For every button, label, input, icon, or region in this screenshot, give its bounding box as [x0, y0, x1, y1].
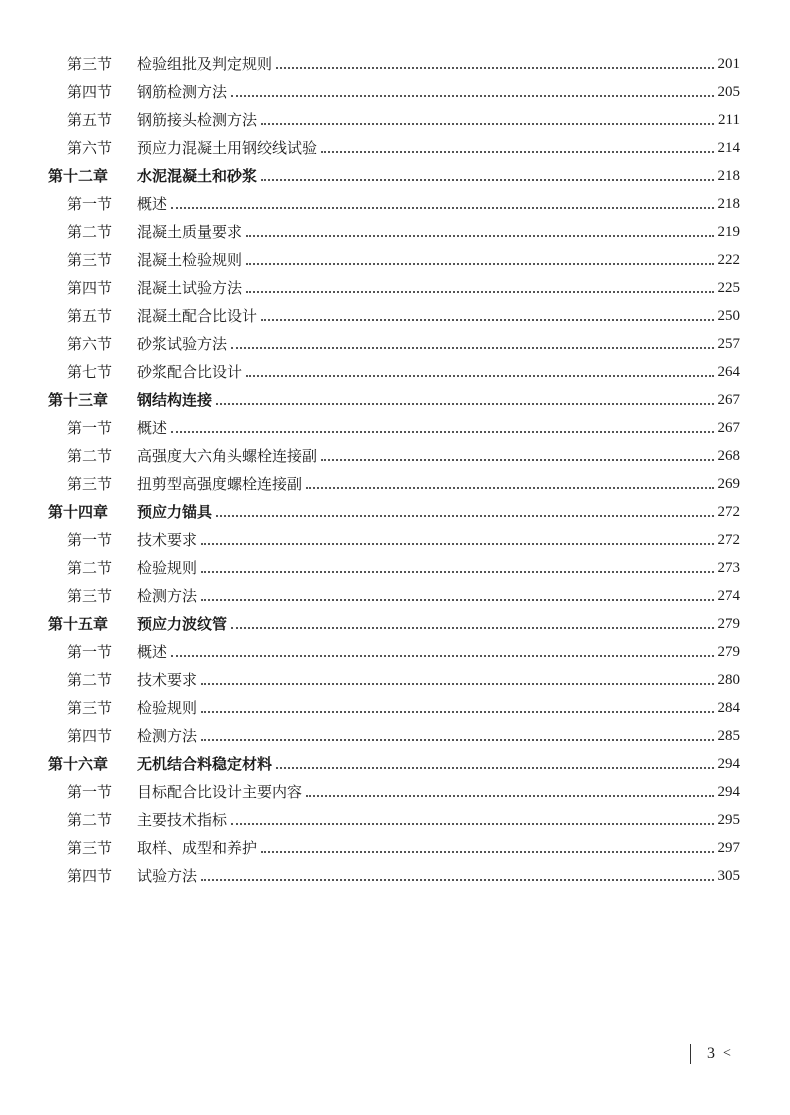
- toc-entry-page: 279: [717, 644, 740, 660]
- toc-entry-number: 第二节: [67, 559, 113, 577]
- dot-leader: [201, 542, 713, 545]
- toc-entry-title: 混凝土配合比设计: [137, 307, 258, 325]
- toc-entry-page: 305: [717, 868, 740, 884]
- toc-entry-number: 第十四章: [48, 503, 109, 521]
- toc-entry-title: 检验组批及判定规则: [137, 55, 273, 73]
- toc-section-row: [48, 46, 740, 74]
- dot-leader: [201, 598, 713, 601]
- toc-entry-title: 扭剪型高强度螺栓连接副: [137, 475, 303, 493]
- toc-entry-page: 257: [717, 336, 740, 352]
- toc-entry-number: 第十二章: [48, 167, 109, 185]
- toc-entry-title: 水泥混凝土和砂浆: [137, 167, 258, 185]
- toc-entry-number: 第十三章: [48, 391, 109, 409]
- page-number: 3: [707, 1045, 715, 1062]
- toc-entry-page: 222: [717, 252, 740, 268]
- toc-entry-number: 第三节: [67, 55, 113, 73]
- toc-entry-number: 第一节: [67, 195, 113, 213]
- toc-entry-page: 218: [717, 168, 740, 184]
- toc-section-row: [48, 298, 740, 326]
- toc-entry-page: 267: [717, 420, 740, 436]
- toc-entry-title: 技术要求: [137, 671, 198, 689]
- toc-entry-number: 第三节: [67, 699, 113, 717]
- toc-entry-page: 280: [717, 672, 740, 688]
- toc-chapter-row: [48, 746, 740, 774]
- toc-entry-number: 第六节: [67, 139, 113, 157]
- toc-entry-title: 混凝土质量要求: [137, 223, 243, 241]
- toc-entry-title: 砂浆配合比设计: [137, 363, 243, 381]
- dot-leader: [306, 486, 713, 489]
- toc-section-row: [48, 102, 740, 130]
- toc-section-row: [48, 214, 740, 242]
- dot-leader: [201, 738, 713, 741]
- toc-entry-title: 概述: [137, 643, 168, 661]
- dot-leader: [306, 794, 713, 797]
- dot-leader: [261, 318, 713, 321]
- dot-leader: [261, 178, 713, 181]
- toc-entry-title: 无机结合料稳定材料: [137, 755, 273, 773]
- toc-entry-page: 273: [717, 560, 740, 576]
- toc-entry-number: 第一节: [67, 531, 113, 549]
- toc-entry-number: 第四节: [67, 867, 113, 885]
- toc-entry-title: 主要技术指标: [137, 811, 228, 829]
- toc-entry-page: 294: [717, 784, 740, 800]
- toc-entry-number: 第一节: [67, 419, 113, 437]
- dot-leader: [201, 710, 713, 713]
- dot-leader: [246, 290, 713, 293]
- toc-entry-number: 第四节: [67, 727, 113, 745]
- toc-entry-number: 第二节: [67, 671, 113, 689]
- toc-entry-page: 284: [717, 700, 740, 716]
- toc-entry-title: 高强度大六角头螺栓连接副: [137, 447, 318, 465]
- toc-entry-page: 267: [717, 392, 740, 408]
- toc-entry-number: 第二节: [67, 811, 113, 829]
- toc-chapter-row: [48, 158, 740, 186]
- toc-entry-title: 钢筋接头检测方法: [137, 111, 258, 129]
- toc-section-row: [48, 662, 740, 690]
- toc-entry-title: 混凝土检验规则: [137, 251, 243, 269]
- dot-leader: [201, 682, 713, 685]
- toc-chapter-row: [48, 606, 740, 634]
- dot-leader: [216, 402, 713, 405]
- toc-entry-page: 295: [717, 812, 740, 828]
- toc-section-row: [48, 270, 740, 298]
- toc-entry-page: 264: [717, 364, 740, 380]
- toc-entry-page: 269: [717, 476, 740, 492]
- toc-section-row: [48, 242, 740, 270]
- toc-entry-number: 第三节: [67, 587, 113, 605]
- toc-entry-page: 218: [717, 196, 740, 212]
- dot-leader: [231, 94, 713, 97]
- toc-section-row: [48, 130, 740, 158]
- toc-entry-title: 检测方法: [137, 587, 198, 605]
- toc-entry-title: 混凝土试验方法: [137, 279, 243, 297]
- toc-section-row: [48, 718, 740, 746]
- toc-entry-number: 第五节: [67, 111, 113, 129]
- toc-entry-page: 297: [717, 840, 740, 856]
- toc-section-row: [48, 690, 740, 718]
- toc-entry-title: 检验规则: [137, 559, 198, 577]
- toc-entry-title: 预应力混凝土用钢绞线试验: [137, 139, 318, 157]
- dot-leader: [216, 514, 713, 517]
- dot-leader: [171, 430, 713, 433]
- toc-chapter-row: [48, 382, 740, 410]
- folio-divider: [690, 1044, 691, 1064]
- dot-leader: [261, 122, 714, 125]
- dot-leader: [246, 374, 713, 377]
- toc-entry-number: 第一节: [67, 783, 113, 801]
- toc-entry-number: 第五节: [67, 307, 113, 325]
- toc-entry-page: 214: [717, 140, 740, 156]
- toc-section-row: [48, 830, 740, 858]
- dot-leader: [321, 458, 713, 461]
- toc-entry-number: 第十五章: [48, 615, 109, 633]
- toc-entry-number: 第四节: [67, 279, 113, 297]
- dot-leader: [171, 206, 713, 209]
- dot-leader: [276, 66, 713, 69]
- toc-entry-title: 取样、成型和养护: [137, 839, 258, 857]
- toc-entry-number: 第二节: [67, 223, 113, 241]
- toc-section-row: [48, 858, 740, 886]
- toc-entry-number: 第二节: [67, 447, 113, 465]
- toc-section-row: [48, 354, 740, 382]
- toc-entry-title: 目标配合比设计主要内容: [137, 783, 303, 801]
- toc-section-row: [48, 438, 740, 466]
- toc-entry-number: 第四节: [67, 83, 113, 101]
- dot-leader: [231, 346, 713, 349]
- dot-leader: [231, 626, 713, 629]
- toc-entry-number: 第三节: [67, 251, 113, 269]
- toc-section-row: [48, 802, 740, 830]
- dot-leader: [246, 262, 713, 265]
- toc-entry-title: 概述: [137, 195, 168, 213]
- dot-leader: [321, 150, 713, 153]
- dot-leader: [201, 878, 713, 881]
- toc-entry-title: 预应力锚具: [137, 503, 213, 521]
- dot-leader: [231, 822, 713, 825]
- toc-section-row: [48, 774, 740, 802]
- toc-entry-page: 250: [717, 308, 740, 324]
- toc-entry-title: 检测方法: [137, 727, 198, 745]
- dot-leader: [261, 850, 713, 853]
- toc-section-row: [48, 74, 740, 102]
- toc-entry-number: 第三节: [67, 475, 113, 493]
- dot-leader: [201, 570, 713, 573]
- toc-entry-number: 第六节: [67, 335, 113, 353]
- toc-entry-page: 268: [717, 448, 740, 464]
- arrow-left-icon: <: [723, 1046, 731, 1061]
- toc-entry-number: 第一节: [67, 643, 113, 661]
- toc-entry-page: 285: [717, 728, 740, 744]
- toc-entry-page: 205: [717, 84, 740, 100]
- toc-entry-title: 检验规则: [137, 699, 198, 717]
- toc-entry-page: 274: [717, 588, 740, 604]
- toc-entry-title: 试验方法: [137, 867, 198, 885]
- page-folio: [690, 1044, 731, 1064]
- toc-chapter-row: [48, 494, 740, 522]
- dot-leader: [171, 654, 713, 657]
- toc-entry-page: 201: [717, 56, 740, 72]
- toc-section-row: [48, 578, 740, 606]
- toc-entry-page: 225: [717, 280, 740, 296]
- toc-entry-page: 272: [717, 532, 740, 548]
- toc-section-row: [48, 550, 740, 578]
- toc-entry-number: 第十六章: [48, 755, 109, 773]
- toc-section-row: [48, 634, 740, 662]
- dot-leader: [246, 234, 713, 237]
- toc-entry-number: 第三节: [67, 839, 113, 857]
- toc-entry-page: 272: [717, 504, 740, 520]
- toc-entry-title: 预应力波纹管: [137, 615, 228, 633]
- toc-section-row: [48, 410, 740, 438]
- toc-entry-title: 钢结构连接: [137, 391, 213, 409]
- toc-entry-number: 第七节: [67, 363, 113, 381]
- table-of-contents: [48, 46, 740, 886]
- toc-entry-title: 钢筋检测方法: [137, 83, 228, 101]
- toc-section-row: [48, 186, 740, 214]
- toc-section-row: [48, 466, 740, 494]
- toc-entry-title: 技术要求: [137, 531, 198, 549]
- toc-entry-page: 211: [718, 112, 740, 128]
- toc-entry-page: 279: [717, 616, 740, 632]
- toc-section-row: [48, 326, 740, 354]
- dot-leader: [276, 766, 713, 769]
- toc-entry-title: 砂浆试验方法: [137, 335, 228, 353]
- toc-entry-page: 294: [717, 756, 740, 772]
- toc-entry-title: 概述: [137, 419, 168, 437]
- toc-entry-page: 219: [717, 224, 740, 240]
- toc-section-row: [48, 522, 740, 550]
